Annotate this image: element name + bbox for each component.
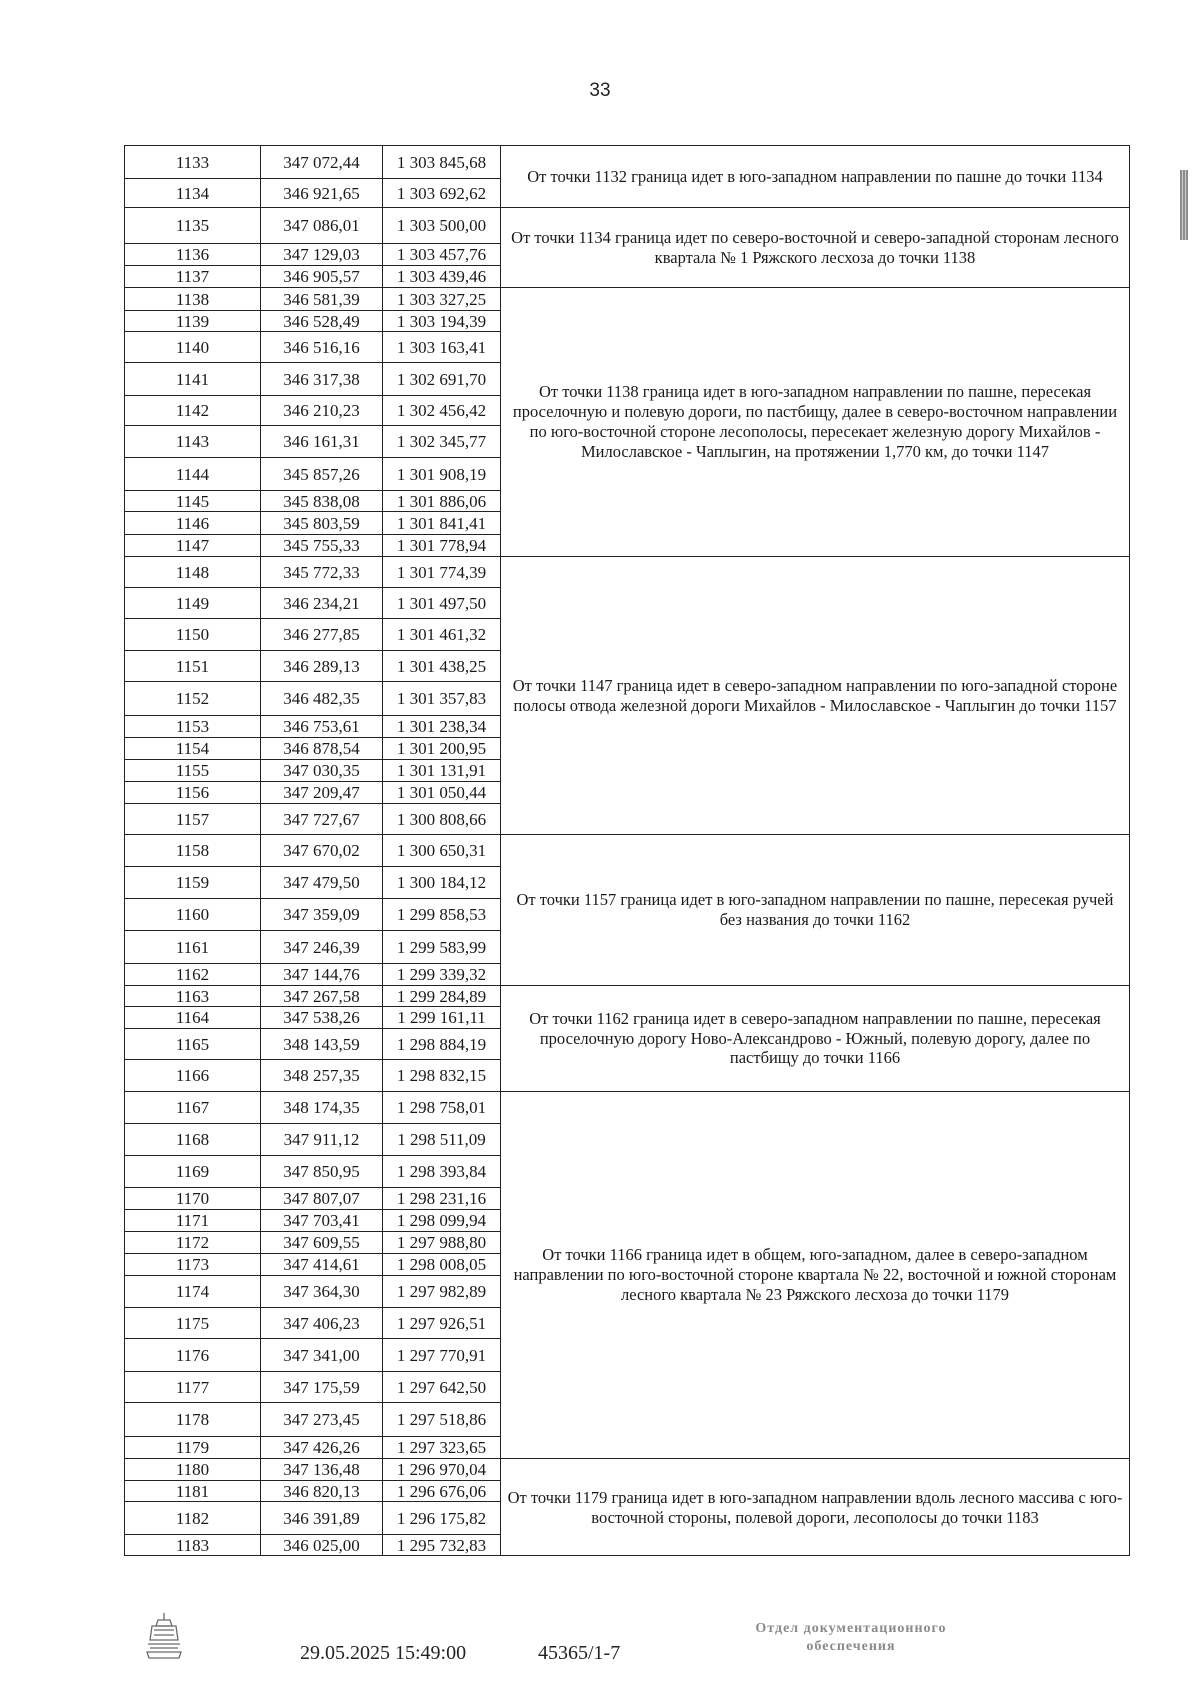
x-coordinate-cell: 346 289,13 (283, 656, 360, 676)
y-coordinate-cell: 1 298 511,09 (397, 1130, 486, 1149)
point-number-cell: 1177 (175, 1377, 210, 1397)
y-coordinate-cell: 1 302 456,42 (396, 401, 487, 420)
x-coordinate-cell: 347 359,09 (283, 905, 360, 924)
y-coordinate-cell: 1 297 926,51 (396, 1313, 487, 1333)
x-coordinate-cell: 346 516,16 (283, 337, 360, 357)
x-coordinate-cell: 346 210,23 (283, 401, 360, 420)
point-number-cell: 1183 (175, 1536, 210, 1555)
x-coordinate-cell: 346 025,00 (283, 1536, 360, 1555)
boundary-description: От точки 1162 граница идет в северо-западном направлении по пашне, пересекая проселочную дорогу Ново-Александрово - Южный, полевую дорогу, далее по пастбищу до точки 1166 (529, 1008, 1101, 1068)
x-coordinate-cell: 347 538,26 (283, 1008, 360, 1027)
x-coordinate-cell: 347 911,12 (283, 1130, 360, 1149)
x-coordinate-cell: 347 144,76 (283, 965, 360, 984)
x-coordinate-cell: 347 807,07 (283, 1189, 360, 1208)
y-coordinate-cell: 1 303 439,46 (396, 267, 487, 286)
scan-artifact (1180, 170, 1188, 240)
y-coordinate-cell: 1 301 050,44 (396, 783, 487, 802)
y-coordinate-cell: 1 299 284,89 (396, 986, 487, 1006)
point-number-cell: 1161 (175, 937, 210, 957)
point-number-cell: 1153 (175, 717, 210, 736)
point-number-cell: 1146 (175, 513, 210, 533)
y-coordinate-cell: 1 298 758,01 (396, 1098, 487, 1117)
y-coordinate-cell: 1 300 650,31 (396, 841, 487, 860)
x-coordinate-cell: 347 086,01 (283, 216, 360, 235)
point-number-cell: 1180 (175, 1460, 210, 1479)
point-number-cell: 1151 (175, 656, 210, 676)
x-coordinate-cell: 347 209,47 (283, 783, 360, 802)
y-coordinate-cell: 1 301 238,34 (396, 717, 487, 736)
point-number-cell: 1137 (175, 267, 210, 286)
table-border-right (1129, 145, 1130, 1556)
y-coordinate-cell: 1 301 497,50 (396, 593, 487, 613)
y-coordinate-cell: 1 300 808,66 (396, 809, 487, 829)
y-coordinate-cell: 1 303 457,76 (396, 245, 487, 264)
point-number-cell: 1136 (175, 245, 210, 264)
x-coordinate-cell: 347 072,44 (283, 152, 360, 172)
point-number-cell: 1179 (175, 1438, 210, 1457)
x-coordinate-cell: 347 426,26 (283, 1438, 360, 1457)
point-number-cell: 1140 (175, 337, 210, 357)
boundary-description: От точки 1134 граница идет по северо-восточной и северо-западной сторонам лесного квартала № 1 Ряжского лесхоза до точки 1138 (511, 227, 1119, 267)
point-number-cell: 1164 (175, 1008, 210, 1027)
point-number-cell: 1147 (175, 536, 210, 555)
point-number-cell: 1154 (175, 739, 210, 758)
x-coordinate-cell: 347 670,02 (283, 841, 360, 860)
x-coordinate-cell: 347 727,67 (283, 809, 360, 829)
point-number-cell: 1139 (175, 311, 210, 331)
point-number-cell: 1135 (175, 216, 210, 235)
y-coordinate-cell: 1 297 988,80 (396, 1233, 487, 1252)
y-coordinate-cell: 1 301 778,94 (396, 536, 487, 555)
point-number-cell: 1166 (175, 1066, 210, 1085)
y-coordinate-cell: 1 299 583,99 (396, 937, 487, 957)
emblem-icon (144, 1610, 184, 1664)
point-number-cell: 1155 (175, 761, 210, 780)
y-coordinate-cell: 1 296 175,82 (396, 1508, 487, 1528)
x-coordinate-cell: 347 175,59 (283, 1377, 360, 1397)
y-coordinate-cell: 1 301 131,91 (396, 761, 487, 780)
point-number-cell: 1182 (175, 1508, 210, 1528)
x-coordinate-cell: 347 479,50 (283, 873, 360, 892)
y-coordinate-cell: 1 303 845,68 (396, 152, 487, 172)
point-number-cell: 1158 (175, 841, 210, 860)
x-coordinate-cell: 346 528,49 (283, 311, 360, 331)
x-coordinate-cell: 345 838,08 (283, 491, 360, 511)
x-coordinate-cell: 346 482,35 (283, 689, 360, 708)
y-coordinate-cell: 1 303 327,25 (396, 289, 487, 309)
x-coordinate-cell: 346 921,65 (283, 183, 360, 203)
y-coordinate-cell: 1 295 732,83 (396, 1536, 487, 1555)
point-number-cell: 1142 (175, 401, 210, 420)
y-coordinate-cell: 1 301 886,06 (396, 491, 487, 511)
x-coordinate-cell: 347 246,39 (283, 937, 360, 957)
point-number-cell: 1157 (175, 809, 210, 829)
y-coordinate-cell: 1 301 200,95 (396, 739, 487, 758)
point-number-cell: 1138 (175, 289, 210, 309)
y-coordinate-cell: 1 296 970,04 (396, 1460, 487, 1479)
department-stamp (716, 1620, 986, 1655)
point-number-cell: 1181 (175, 1481, 210, 1501)
stamp-line-1: Отдел документационного (755, 1621, 947, 1636)
boundary-description: От точки 1157 граница идет в юго-западном направлении по пашне, пересекая ручей без названия до точки 1162 (516, 890, 1114, 929)
point-number-cell: 1170 (175, 1189, 210, 1208)
y-coordinate-cell: 1 298 099,94 (396, 1211, 487, 1230)
x-coordinate-cell: 346 277,85 (283, 625, 360, 644)
x-coordinate-cell: 345 857,26 (283, 464, 360, 484)
x-coordinate-cell: 346 581,39 (283, 289, 360, 309)
footer-datetime: 29.05.2025 15:49:00 (300, 1642, 467, 1664)
y-coordinate-cell: 1 302 691,70 (396, 369, 487, 389)
point-number-cell: 1167 (175, 1098, 210, 1117)
y-coordinate-cell: 1 297 642,50 (396, 1377, 487, 1397)
point-number-cell: 1169 (175, 1162, 210, 1181)
footer-document-number: 45365/1-7 (538, 1642, 621, 1664)
x-coordinate-cell: 347 267,58 (283, 986, 360, 1006)
x-coordinate-cell: 345 772,33 (283, 562, 360, 582)
x-coordinate-cell: 346 820,13 (283, 1481, 360, 1501)
x-coordinate-cell: 346 161,31 (283, 432, 360, 451)
y-coordinate-cell: 1 303 163,41 (396, 337, 487, 357)
y-coordinate-cell: 1 302 345,77 (396, 432, 487, 451)
y-coordinate-cell: 1 298 832,15 (396, 1066, 487, 1085)
y-coordinate-cell: 1 301 461,32 (396, 625, 487, 644)
y-coordinate-cell: 1 299 339,32 (396, 965, 487, 984)
stamp-line-2: обеспечения (806, 1638, 896, 1654)
point-number-cell: 1178 (175, 1410, 210, 1429)
y-coordinate-cell: 1 298 393,84 (396, 1162, 487, 1181)
x-coordinate-cell: 347 129,03 (283, 245, 360, 264)
x-coordinate-cell: 346 878,54 (283, 739, 360, 758)
point-number-cell: 1163 (175, 986, 210, 1006)
x-coordinate-cell: 347 030,35 (283, 761, 360, 780)
y-coordinate-cell: 1 301 438,25 (396, 656, 487, 676)
y-coordinate-cell: 1 297 323,65 (396, 1438, 487, 1457)
y-coordinate-cell: 1 301 774,39 (396, 562, 487, 582)
point-number-cell: 1143 (175, 432, 210, 451)
x-coordinate-cell: 347 364,30 (283, 1282, 360, 1301)
x-coordinate-cell: 347 850,95 (283, 1162, 360, 1181)
x-coordinate-cell: 345 755,33 (283, 536, 360, 555)
point-number-cell: 1144 (175, 464, 210, 484)
point-number-cell: 1133 (175, 152, 210, 172)
x-coordinate-cell: 348 143,59 (283, 1034, 360, 1054)
y-coordinate-cell: 1 297 518,86 (396, 1410, 487, 1429)
x-coordinate-cell: 348 174,35 (283, 1098, 360, 1117)
point-number-cell: 1171 (175, 1211, 210, 1230)
x-coordinate-cell: 347 406,23 (283, 1313, 360, 1333)
point-number-cell: 1150 (175, 625, 210, 644)
point-number-cell: 1172 (175, 1233, 210, 1252)
boundary-description: От точки 1179 граница идет в юго-западном направлении вдоль лесного массива с юго-восточной стороны, полевой дороги, лесополосы до точки 1183 (507, 1487, 1123, 1527)
x-coordinate-cell: 346 234,21 (283, 593, 360, 613)
point-number-cell: 1168 (175, 1130, 210, 1149)
point-number-cell: 1162 (175, 965, 210, 984)
x-coordinate-cell: 347 341,00 (283, 1345, 360, 1365)
x-coordinate-cell: 347 414,61 (283, 1255, 360, 1274)
x-coordinate-cell: 346 317,38 (283, 369, 360, 389)
x-coordinate-cell: 346 391,89 (283, 1508, 360, 1528)
y-coordinate-cell: 1 301 357,83 (396, 689, 487, 708)
x-coordinate-cell: 345 803,59 (283, 513, 360, 533)
boundary-description: От точки 1132 граница идет в юго-западном направлении по пашне до точки 1134 (527, 166, 1103, 186)
point-number-cell: 1175 (175, 1313, 210, 1333)
boundary-description: От точки 1138 граница идет в юго-западном направлении по пашне, пересекая проселочную и полевую дороги, по пастбищу, далее в северо-восточном направлении по юго-восточной стороне лесополосы, пересекает железную дорогу Михайлов - Милославское - Чаплыгин, на протяжении 1,770 км, до точки 1147 (512, 382, 1118, 461)
y-coordinate-cell: 1 300 184,12 (396, 873, 487, 892)
boundary-description: От точки 1147 граница идет в северо-западном направлении по юго-западной стороне полосы отвода железной дороги Михайлов - Милославское - Чаплыгин до точки 1157 (512, 675, 1118, 715)
point-number-cell: 1165 (175, 1034, 210, 1054)
point-number-cell: 1173 (175, 1255, 210, 1274)
x-coordinate-cell: 347 273,45 (283, 1410, 360, 1429)
y-coordinate-cell: 1 303 692,62 (396, 183, 487, 203)
y-coordinate-cell: 1 301 908,19 (396, 464, 487, 484)
coordinates-table (124, 145, 1130, 1556)
y-coordinate-cell: 1 301 841,41 (396, 513, 487, 533)
y-coordinate-cell: 1 299 161,11 (397, 1008, 486, 1027)
point-number-cell: 1152 (175, 689, 210, 708)
x-coordinate-cell: 347 609,55 (283, 1233, 360, 1252)
y-coordinate-cell: 1 298 231,16 (396, 1189, 487, 1208)
y-coordinate-cell: 1 298 884,19 (396, 1034, 487, 1054)
point-number-cell: 1176 (175, 1345, 210, 1365)
point-number-cell: 1134 (175, 183, 210, 203)
x-coordinate-cell: 346 905,57 (283, 267, 360, 286)
point-number-cell: 1148 (175, 562, 210, 582)
y-coordinate-cell: 1 297 982,89 (396, 1282, 487, 1301)
point-number-cell: 1156 (175, 783, 210, 802)
boundary-description: От точки 1166 граница идет в общем, юго-западном, далее в северо-западном направлении по юго-восточной стороне квартала № 22, восточной и южной сторонам лесного квартала № 23 Ряжского лесхоза до точки 1179 (513, 1245, 1117, 1304)
point-number-cell: 1145 (175, 491, 210, 511)
x-coordinate-cell: 347 136,48 (283, 1460, 360, 1479)
point-number-cell: 1159 (175, 873, 210, 892)
x-coordinate-cell: 347 703,41 (283, 1211, 360, 1230)
x-coordinate-cell: 348 257,35 (283, 1066, 360, 1085)
point-number-cell: 1141 (175, 369, 210, 389)
point-number-cell: 1160 (175, 905, 210, 924)
y-coordinate-cell: 1 299 858,53 (396, 905, 487, 924)
y-coordinate-cell: 1 303 194,39 (396, 311, 487, 331)
point-number-cell: 1149 (175, 593, 210, 613)
y-coordinate-cell: 1 296 676,06 (396, 1481, 487, 1501)
page-number: 33 (589, 80, 611, 101)
y-coordinate-cell: 1 303 500,00 (396, 216, 487, 235)
y-coordinate-cell: 1 298 008,05 (396, 1255, 487, 1274)
x-coordinate-cell: 346 753,61 (283, 717, 360, 736)
point-number-cell: 1174 (175, 1282, 210, 1301)
y-coordinate-cell: 1 297 770,91 (396, 1345, 487, 1365)
